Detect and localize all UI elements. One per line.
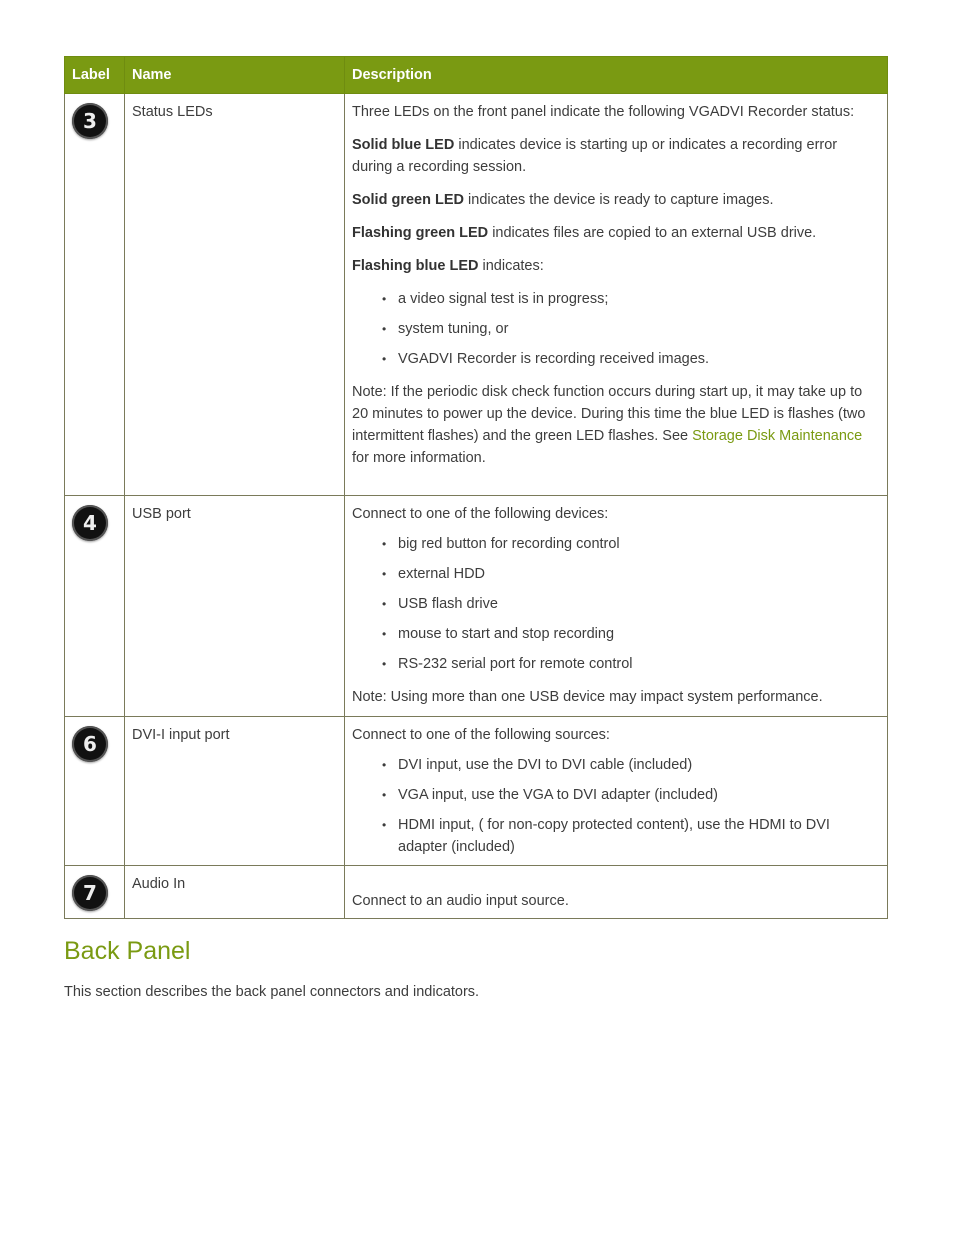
row-description (345, 717, 888, 866)
row-description (345, 866, 888, 919)
header-description: Description (345, 57, 888, 94)
component-table (64, 56, 888, 919)
number-3-badge-icon: 3 (72, 103, 108, 139)
number-4-badge-icon: 4 (72, 505, 108, 541)
description-intro: Connect to an audio input source. (352, 893, 569, 909)
header-label: Label (65, 57, 125, 94)
section-description: This section describes the back panel connectors and indicators. (64, 984, 480, 1000)
list-item: • VGADVI Recorder is recording received images. (398, 348, 880, 370)
list-item: • HDMI input, ( for non-copy protected content), use the HDMI to DVI adapter (included) (398, 814, 880, 858)
row-name: Audio In (125, 866, 345, 919)
row-name: DVI-I input port (125, 717, 345, 866)
header-name: Name (125, 57, 345, 94)
table-row (65, 717, 888, 866)
number-6-badge-icon: 6 (72, 726, 108, 762)
description-note: Note: If the periodic disk check function occurs during start up, it may take up to 20 minutes to power up the device. During this time the blue LED is flashes (two intermittent flashes) and the green LED flashes. See Storage Disk Maintenance for more information. (352, 384, 866, 466)
list-item: • system tuning, or (398, 318, 880, 340)
bullet-list (352, 288, 880, 370)
row-name: USB port (125, 496, 345, 717)
table-row (65, 496, 888, 717)
bullet-list (352, 754, 880, 858)
description-intro: Connect to one of the following sources: (352, 727, 610, 743)
table-row (65, 866, 888, 919)
description-note: Note: Using more than one USB device may impact system performance. (352, 689, 823, 705)
list-item: • a video signal test is in progress; (398, 288, 880, 310)
bullet-list (352, 533, 880, 675)
table-row (65, 94, 888, 496)
number-7-badge-icon: 7 (72, 875, 108, 911)
led-flashing-blue: Flashing blue LED indicates: (352, 258, 544, 274)
table-header-row (65, 57, 888, 94)
led-flashing-green: Flashing green LED indicates files are copied to an external USB drive. (352, 225, 817, 241)
list-item: • RS-232 serial port for remote control (398, 653, 880, 675)
led-solid-blue: Solid blue LED indicates device is starting up or indicates a recording error during a recording session. (352, 137, 838, 175)
list-item: • external HDD (398, 563, 880, 585)
list-item: • USB flash drive (398, 593, 880, 615)
row-description (345, 94, 888, 496)
led-solid-green: Solid green LED indicates the device is ready to capture images. (352, 192, 774, 208)
list-item: • VGA input, use the VGA to DVI adapter (included) (398, 784, 880, 806)
description-intro: Connect to one of the following devices: (352, 506, 609, 522)
list-item: • mouse to start and stop recording (398, 623, 880, 645)
storage-disk-maintenance-link[interactable]: Storage Disk Maintenance (692, 428, 863, 444)
row-name: Status LEDs (125, 94, 345, 496)
section-heading: Back Panel (64, 937, 191, 965)
list-item: • DVI input, use the DVI to DVI cable (included) (398, 754, 880, 776)
description-intro: Three LEDs on the front panel indicate the following VGADVI Recorder status: (352, 104, 855, 120)
list-item: • big red button for recording control (398, 533, 880, 555)
row-description (345, 496, 888, 717)
